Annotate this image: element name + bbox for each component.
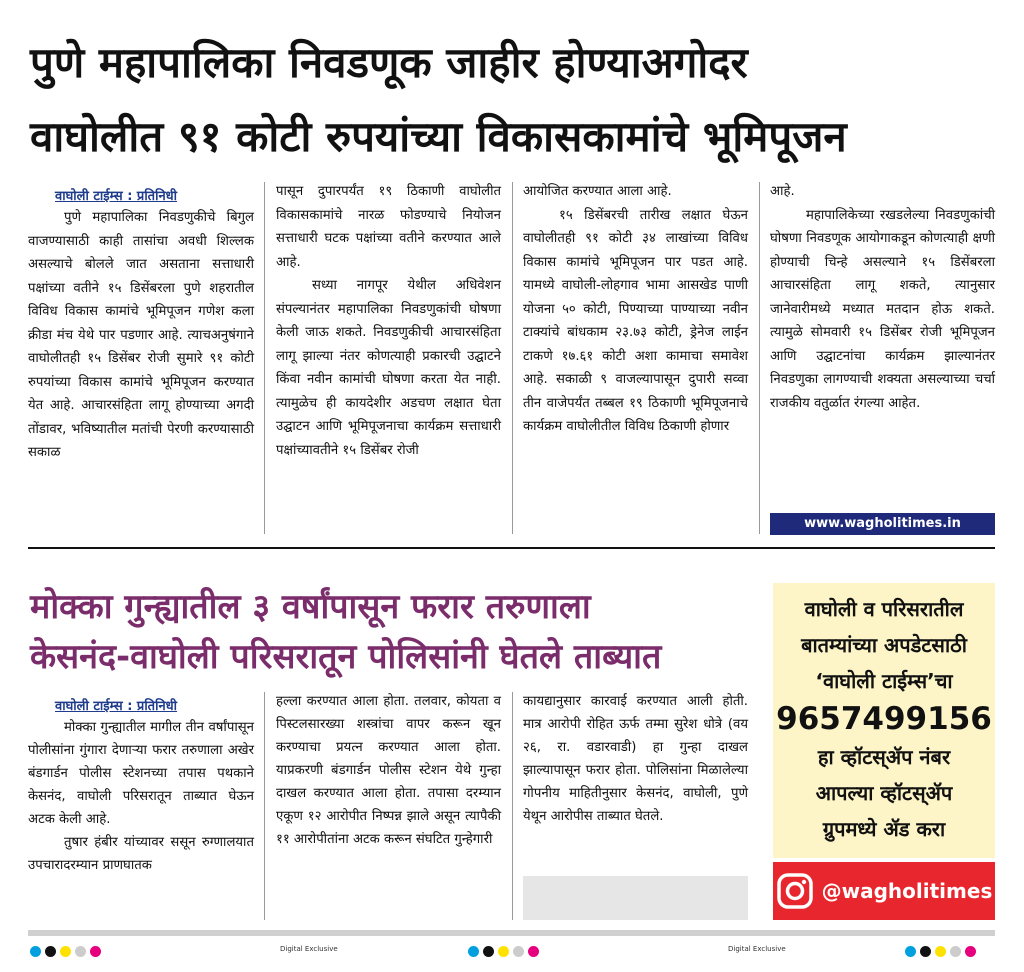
color-dot	[950, 946, 961, 957]
story1-column-1	[28, 206, 254, 465]
footer-label-right: Digital Exclusive	[728, 945, 786, 953]
promo-line-5: आपल्या व्हॉटस्ॲप	[815, 781, 953, 805]
color-dot	[528, 946, 539, 957]
whatsapp-phone-number: 9657499156	[776, 701, 992, 737]
color-dot	[935, 946, 946, 957]
footer-label-left: Digital Exclusive	[280, 945, 338, 953]
promo-line-4: हा व्हॉटस्ॲप नंबर	[817, 745, 951, 769]
color-dot	[30, 946, 41, 957]
website-text: www.wagholitimes.in	[804, 516, 961, 531]
color-dot	[90, 946, 101, 957]
story1-col1-text: पुणे महापालिका निवडणुकीचे बिगुल वाजण्यासाठी काही तासांचा अवधी शिल्लक असल्याचे बोलले जात असताना सत्ताधारी पक्षांच्या वतीने १५ डिसेंबरला पुणे शहरातील विविध विकास कामांचे भूमिपूजन गणेश कला क्रीडा मंच येथे पार पडणार आहे. त्याचअनुषंगाने वाघोलीतही १५ डिसेंबर रोजी सुमारे ९१ कोटी रुपयांच्या विकास कामांचे भूमिपूजन करण्यात येत आहे. आचारसंहिता लागू होण्याच्या अगदी तोंडावर, भविष्यातील मतांची पेरणी करण्यासाठी सकाळ	[28, 210, 254, 460]
column-divider	[264, 182, 265, 534]
registration-marks-center	[468, 942, 543, 961]
story1-col4-para2: महापालिकेच्या रखडलेल्या निवडणुकांची घोषणा निवडणूक आयोगाकडून कोणत्याही क्षणी होण्याची चिन्हे असल्याने १५ डिसेंबरला आचारसंहिता लागू शकते, त्यानुसार जानेवारीमध्ये मध्यात मतदान होऊ शकते. त्यामुळे सोमवारी १५ डिसेंबर रोजी भूमिपूजन आणि उद्घाटनांचा कार्यक्रम झाल्यानंतर निवडणुका लागण्याची शक्यता असल्याच्या चर्चा राजकीय वतुर्ळात रंगल्या आहेत.	[770, 207, 995, 411]
promo-line-6: ग्रुपमध्ये ॲड करा	[822, 817, 946, 841]
story2-col1-para2: तुषार हंबीर यांच्यावर ससून रुग्णालयात उपचारादरम्यान प्राणघातक	[28, 835, 254, 873]
story1-col4-para1: आहे.	[770, 184, 795, 199]
registration-marks-left	[30, 942, 105, 961]
color-dot	[45, 946, 56, 957]
story2-byline: वाघोली टाईम्स : प्रतिनिधी	[55, 699, 178, 714]
story1-column-2	[276, 180, 501, 462]
color-dot	[513, 946, 524, 957]
color-dot	[905, 946, 916, 957]
story2-column-2	[276, 690, 501, 851]
column-divider	[264, 692, 265, 920]
story1-headline-line2: वाघोलीत ९१ कोटी रुपयांच्या विकासकामांचे भूमिपूजन	[30, 112, 847, 161]
column-divider	[512, 692, 513, 920]
story2-headline-line1: मोक्का गुन्ह्यातील ३ वर्षांपासून फरार तरुणाला	[30, 587, 591, 627]
footer-bar	[28, 930, 995, 936]
color-dot	[498, 946, 509, 957]
color-dot	[965, 946, 976, 957]
color-dot	[60, 946, 71, 957]
color-dot	[75, 946, 86, 957]
instagram-handle: @wagholitimes	[821, 879, 993, 903]
website-bar	[770, 513, 995, 535]
promo-line-1: वाघोली व परिसरातील	[804, 597, 964, 621]
story1-col2-para2: सध्या नागपूर येथील अधिवेशन संपल्यानंतर महापालिका निवडणुकांची घोषणा केली जाऊ शकते. निवडणुकीची आचारसंहिता लागू झाल्या नंतर कोणत्याही प्रकारची उद्घाटने किंवा नवीन कामांची घोषणा करता येत नाही. त्यामुळेच ही कायदेशीर अडचण लक्षात घेता उद्घाटन आणि भूमिपूजनाचा कार्यक्रम सत्ताधारी पक्षांच्यावतीने १५ डिसेंबर रोजी	[276, 278, 501, 458]
story1-col3-para1: आयोजित करण्यात आला आहे.	[523, 184, 672, 199]
story1-col3-para2: १५ डिसेंबरची तारीख लक्षात घेऊन वाघोलीतही ९१ कोटी ३४ लाखांच्या विविध विकास कामांचे भूमिपूजन पार पडत आहे. यामध्ये वाघोली-लोहगाव भामा आसखेड पाणी योजना ५० कोटी, पिण्याच्या पाण्याच्या नवीन टाक्यांचे बांधकाम २३.७३ कोटी, ड्रेनेज लाईन टाकणे १७.६१ कोटी अशा कामाचा समावेश आहे. सकाळी ९ वाजल्यापासून दुपारी सव्वा तीन वाजेपर्यंत तब्बल १९ ठिकाणी भूमिपूजनाचे कार्यक्रम वाघोलीतील विविध ठिकाणी होणार	[523, 207, 748, 434]
whatsapp-promo-box	[773, 583, 995, 858]
ad-placeholder	[523, 876, 748, 920]
story1-col2-para1: पासून दुपारपर्यंत १९ ठिकाणी वाघोलीत विकासकामांचे नारळ फोडण्याचे नियोजन सत्ताधारी घटक पक्षांच्या वतीने करण्यात आले आहे.	[276, 184, 501, 270]
story2-col2-text: हल्ला करण्यात आला होता. तलवार, कोयता व पिस्टलसारख्या शस्त्रांचा वापर करून खून करण्याचा प्रयत्न करण्यात आला होता. याप्रकरणी बंडगार्डन पोलीस स्टेशन येथे गुन्हा दाखल करण्यात आला होता. तपासा दरम्यान एकूण १२ आरोपीत निष्पन्न झाले असून त्यापैकी ११ आरोपीतांना अटक करून संघटित गुन्हेगारी	[276, 694, 501, 847]
column-divider	[759, 182, 760, 534]
story2-col3-text: कायद्यानुसार कारवाई करण्यात आली होती. मात्र आरोपी रोहित ऊर्फ तम्मा सुरेश धोत्रे (वय २६, रा. वडारवाडी) हा गुन्हा दाखल झाल्यापासून फरार होता. पोलिसांना मिळालेल्या गोपनीय माहितीनुसार केसनंद, वाघोली, पुणे येथून आरोपीस ताब्यात घेतले.	[523, 694, 748, 824]
column-divider	[512, 182, 513, 534]
story1-column-3	[523, 180, 748, 439]
instagram-icon	[776, 872, 814, 910]
color-dot	[483, 946, 494, 957]
section-divider	[28, 547, 995, 549]
instagram-banner	[773, 862, 995, 920]
color-dot	[920, 946, 931, 957]
story2-column-3	[523, 690, 748, 828]
promo-line-2: बातम्यांच्या अपडेटसाठी	[801, 633, 967, 657]
story2-column-1	[28, 716, 254, 877]
story2-headline-line2: केसनंद-वाघोली परिसरातून पोलिसांनी घेतले ताब्यात	[30, 637, 662, 677]
story1-headline-line1: पुणे महापालिका निवडणूक जाहीर होण्याअगोदर	[30, 38, 748, 87]
story1-byline: वाघोली टाईम्स : प्रतिनिधी	[55, 189, 178, 204]
registration-marks-right	[905, 942, 980, 961]
color-dot	[468, 946, 479, 957]
promo-line-3: ‘वाघोली टाईम्स’चा	[815, 669, 953, 693]
story1-column-4	[770, 180, 995, 415]
story2-col1-para1: मोक्का गुन्ह्यातील मागील तीन वर्षांपासून पोलीसांना गुंगारा देणाऱ्या फरार तरुणाला अखेर बंडगार्डन पोलीस स्टेशनच्या तपास पथकाने केसनंद, वाघोली परिसरातून ताब्यात घेऊन अटक केली आहे.	[28, 720, 254, 827]
